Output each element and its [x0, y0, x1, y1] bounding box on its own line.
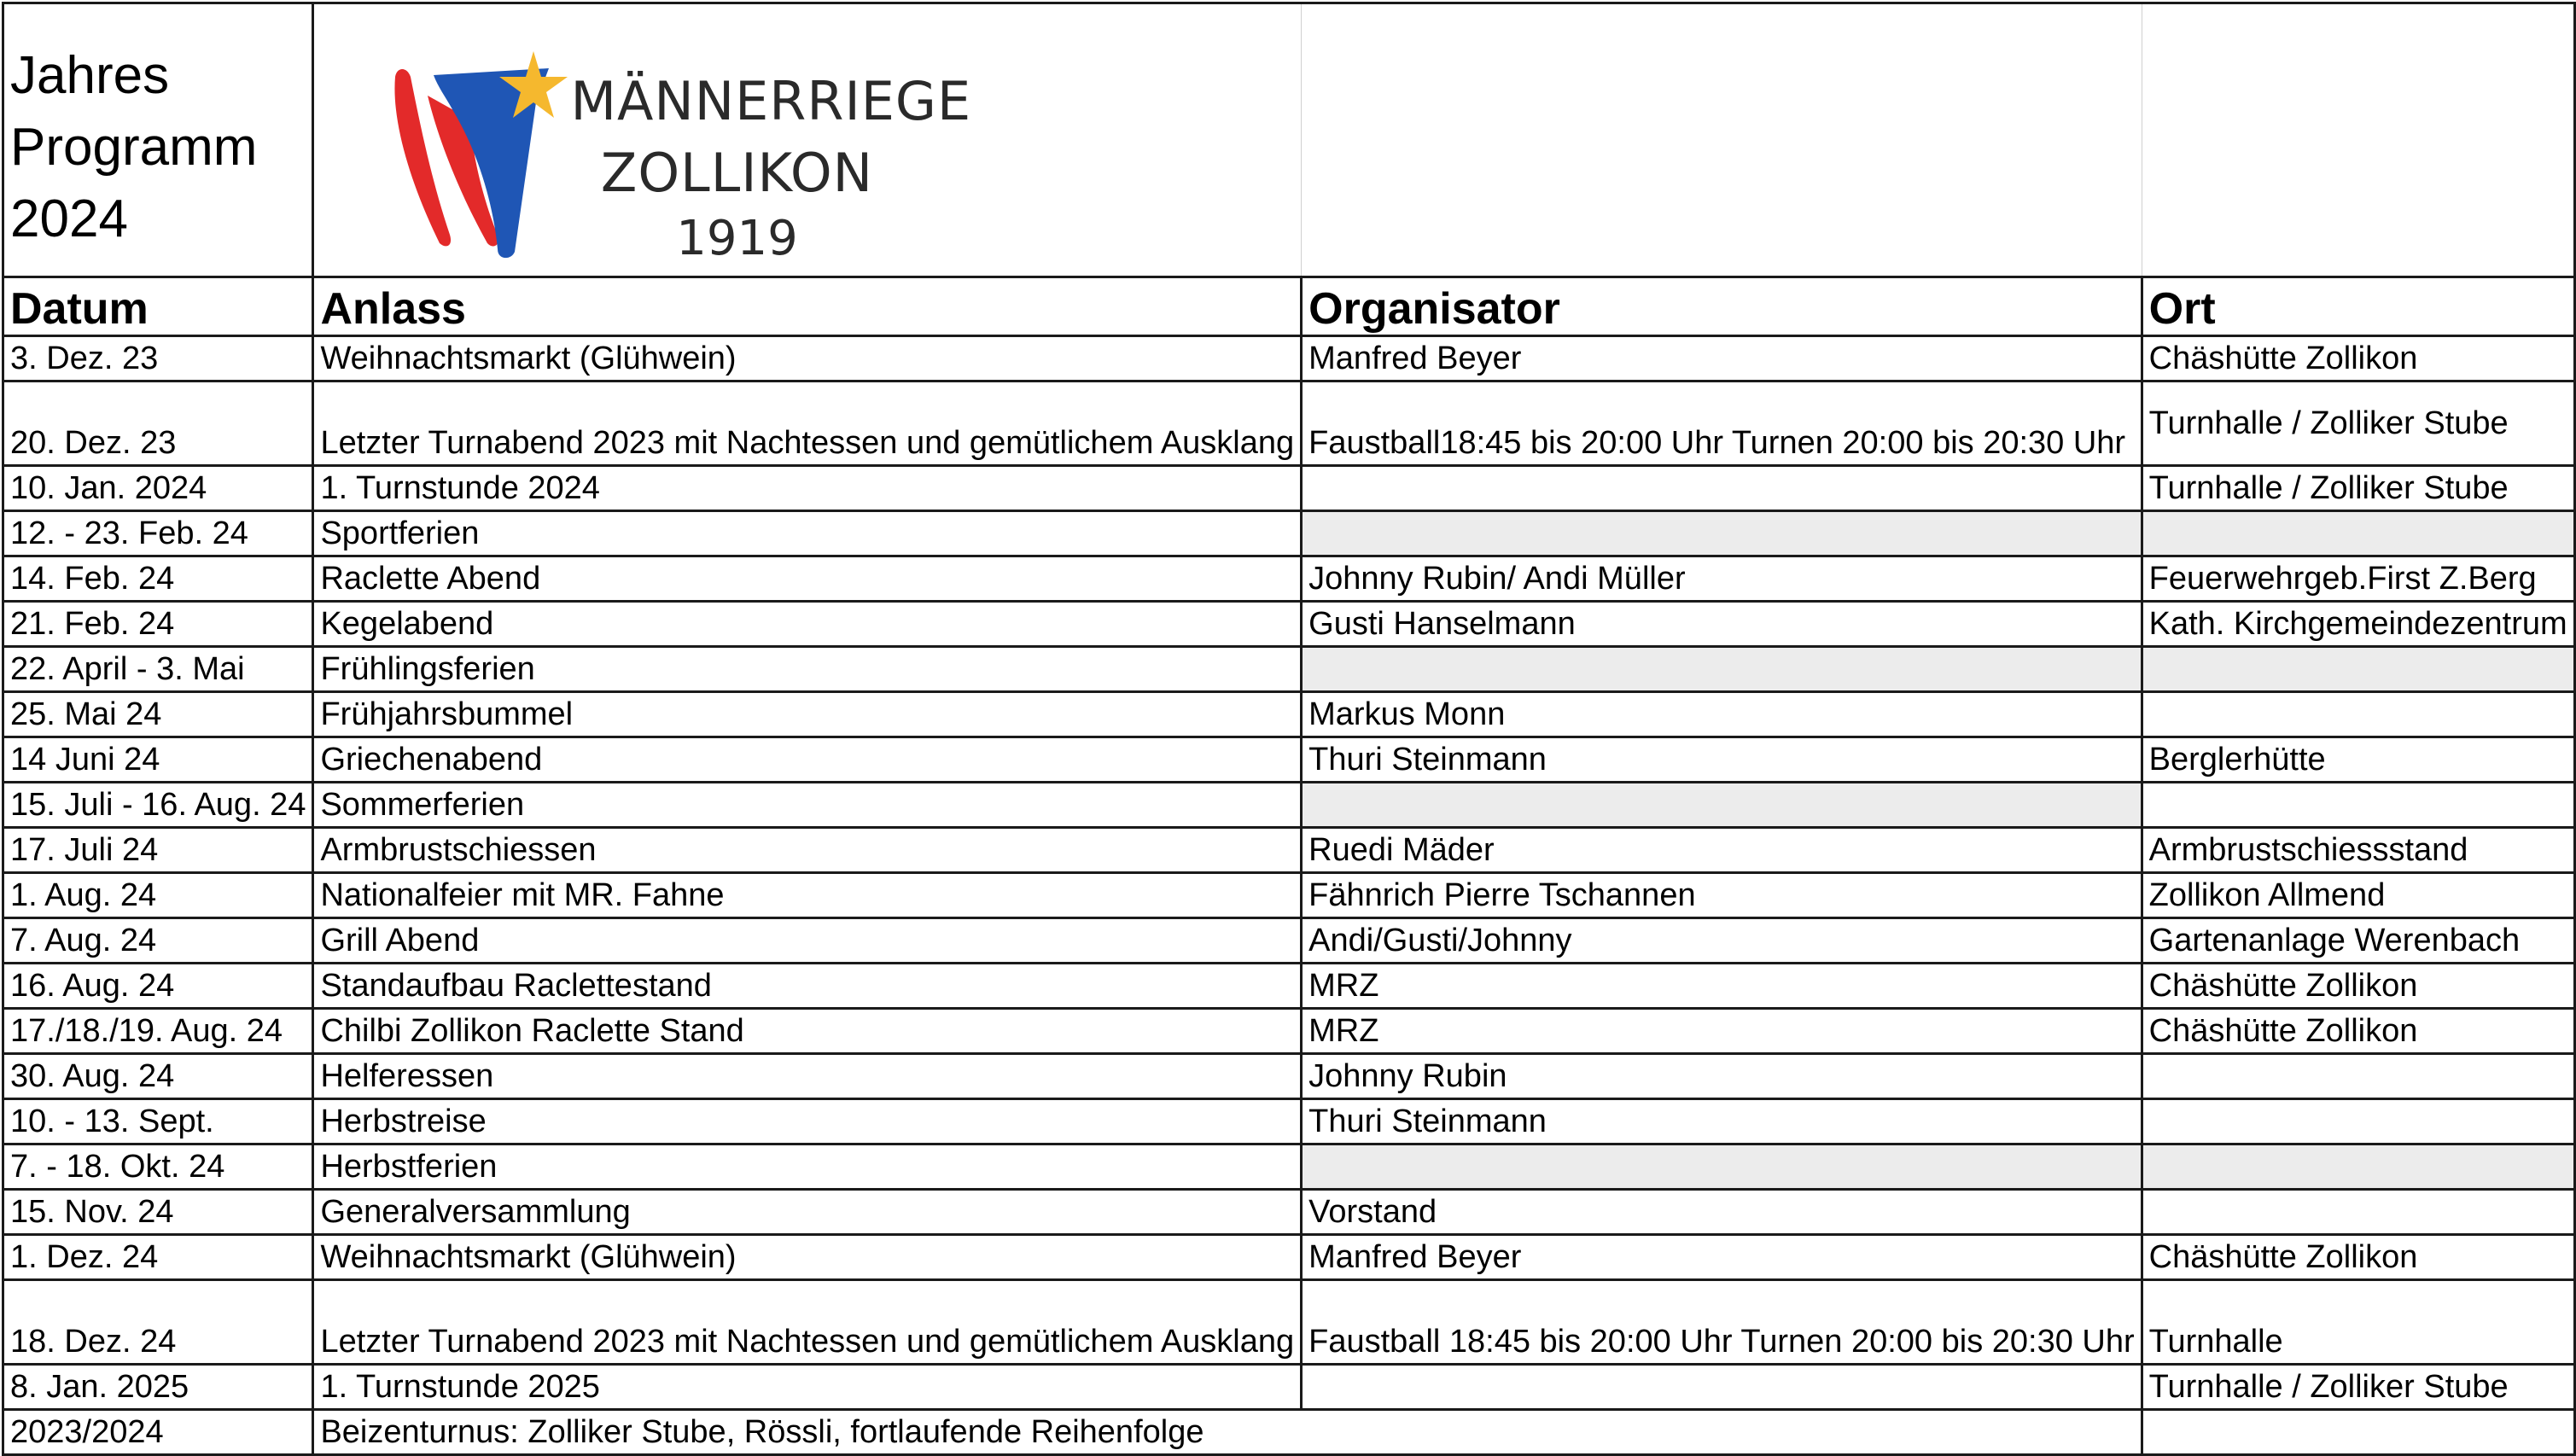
table-row — [3, 336, 2575, 381]
table-row — [3, 647, 2575, 692]
cell-ort — [2142, 1190, 2574, 1235]
cell-ort: Armbrustschiessstand — [2142, 828, 2574, 873]
cell-anlass: Helferessen — [313, 1054, 1302, 1099]
table-row — [3, 556, 2575, 602]
cell-datum: 14. Feb. 24 — [3, 556, 313, 602]
footer-row — [3, 1410, 2575, 1455]
title-empty-cell — [2142, 3, 2574, 277]
logo-cell — [313, 3, 1302, 277]
header-ort: Ort — [2142, 277, 2574, 336]
cell-datum: 14 Juni 24 — [3, 737, 313, 783]
footer-empty — [2142, 1410, 2574, 1455]
cell-anlass: Frühlingsferien — [313, 647, 1302, 692]
table-row — [3, 466, 2575, 511]
cell-anlass: 1. Turnstunde 2024 — [313, 466, 1302, 511]
title-cell — [3, 3, 313, 277]
title-row — [3, 3, 2575, 277]
cell-ort: Turnhalle — [2142, 1280, 2574, 1365]
cell-datum: 22. April - 3. Mai — [3, 647, 313, 692]
cell-ort: Berglerhütte — [2142, 737, 2574, 783]
cell-datum: 7. - 18. Okt. 24 — [3, 1144, 313, 1190]
cell-ort: Chäshütte Zollikon — [2142, 1235, 2574, 1280]
cell-anlass: Generalversammlung — [313, 1190, 1302, 1235]
cell-anlass: Nationalfeier mit MR. Fahne — [313, 873, 1302, 918]
cell-datum: 15. Nov. 24 — [3, 1190, 313, 1235]
table-row — [3, 1009, 2575, 1054]
footer-datum: 2023/2024 — [3, 1410, 313, 1455]
program-title: Jahres Programm 2024 — [10, 46, 258, 248]
cell-organisator: Markus Monn — [1302, 692, 2142, 737]
header-row — [3, 277, 2575, 336]
cell-organisator: Fähnrich Pierre Tschannen — [1302, 873, 2142, 918]
cell-ort — [2142, 1054, 2574, 1099]
cell-organisator: Manfred Beyer — [1302, 336, 2142, 381]
cell-datum: 12. - 23. Feb. 24 — [3, 511, 313, 556]
cell-ort — [2142, 1144, 2574, 1190]
table-row — [3, 1144, 2575, 1190]
cell-organisator: Manfred Beyer — [1302, 1235, 2142, 1280]
table-row — [3, 381, 2575, 466]
table-row — [3, 1365, 2575, 1410]
cell-datum: 8. Jan. 2025 — [3, 1365, 313, 1410]
cell-organisator: Johnny Rubin — [1302, 1054, 2142, 1099]
cell-anlass: Griechenabend — [313, 737, 1302, 783]
table-row — [3, 1054, 2575, 1099]
cell-datum: 25. Mai 24 — [3, 692, 313, 737]
cell-datum: 1. Aug. 24 — [3, 873, 313, 918]
cell-datum: 21. Feb. 24 — [3, 602, 313, 647]
cell-anlass: Frühjahrsbummel — [313, 692, 1302, 737]
cell-anlass: Letzter Turnabend 2023 mit Nachtessen und gemütlichem Ausklang — [313, 381, 1302, 466]
cell-anlass: Herbstferien — [313, 1144, 1302, 1190]
program-table — [2, 2, 2576, 1456]
cell-anlass: Grill Abend — [313, 918, 1302, 964]
table-row — [3, 783, 2575, 828]
cell-ort: Feuerwehrgeb.First Z.Berg — [2142, 556, 2574, 602]
header-anlass: Anlass — [313, 277, 1302, 336]
table-row — [3, 1280, 2575, 1365]
cell-anlass: Weihnachtsmarkt (Glühwein) — [313, 336, 1302, 381]
cell-anlass: Raclette Abend — [313, 556, 1302, 602]
cell-anlass: Armbrustschiessen — [313, 828, 1302, 873]
cell-ort: Turnhalle / Zolliker Stube — [2142, 381, 2574, 466]
cell-organisator — [1302, 1144, 2142, 1190]
table-row — [3, 692, 2575, 737]
cell-organisator: MRZ — [1302, 1009, 2142, 1054]
header-organisator: Organisator — [1302, 277, 2142, 336]
cell-datum: 3. Dez. 23 — [3, 336, 313, 381]
cell-organisator: MRZ — [1302, 964, 2142, 1009]
cell-organisator: Faustball18:45 bis 20:00 Uhr Turnen 20:00 bis 20:30 Uhr — [1302, 381, 2142, 466]
table-row — [3, 1190, 2575, 1235]
title-empty-cell — [1302, 3, 2142, 277]
cell-datum: 7. Aug. 24 — [3, 918, 313, 964]
table-row — [3, 1235, 2575, 1280]
cell-ort — [2142, 1099, 2574, 1144]
cell-ort: Turnhalle / Zolliker Stube — [2142, 466, 2574, 511]
table-row — [3, 964, 2575, 1009]
cell-organisator: Thuri Steinmann — [1302, 737, 2142, 783]
cell-ort: Chäshütte Zollikon — [2142, 964, 2574, 1009]
cell-organisator — [1302, 466, 2142, 511]
cell-organisator: Vorstand — [1302, 1190, 2142, 1235]
logo-line-3: 1919 — [676, 211, 798, 266]
event-rows — [3, 336, 2575, 1410]
cell-organisator: Andi/Gusti/Johnny — [1302, 918, 2142, 964]
table-row — [3, 828, 2575, 873]
cell-datum: 15. Juli - 16. Aug. 24 — [3, 783, 313, 828]
club-logo-icon — [387, 51, 583, 256]
logo-line-2: ZOLLIKON — [600, 142, 873, 204]
cell-organisator — [1302, 1365, 2142, 1410]
cell-ort — [2142, 647, 2574, 692]
cell-datum: 17./18./19. Aug. 24 — [3, 1009, 313, 1054]
cell-organisator — [1302, 783, 2142, 828]
cell-datum: 16. Aug. 24 — [3, 964, 313, 1009]
cell-datum: 18. Dez. 24 — [3, 1280, 313, 1365]
cell-anlass: Sommerferien — [313, 783, 1302, 828]
cell-organisator: Ruedi Mäder — [1302, 828, 2142, 873]
table-row — [3, 602, 2575, 647]
cell-ort: Chäshütte Zollikon — [2142, 336, 2574, 381]
cell-anlass: Herbstreise — [313, 1099, 1302, 1144]
table-row — [3, 873, 2575, 918]
cell-ort: Gartenanlage Werenbach — [2142, 918, 2574, 964]
cell-anlass: Weihnachtsmarkt (Glühwein) — [313, 1235, 1302, 1280]
cell-anlass: Letzter Turnabend 2023 mit Nachtessen und gemütlichem Ausklang — [313, 1280, 1302, 1365]
cell-datum: 10. Jan. 2024 — [3, 466, 313, 511]
cell-anlass: Kegelabend — [313, 602, 1302, 647]
cell-ort: Zollikon Allmend — [2142, 873, 2574, 918]
table-row — [3, 918, 2575, 964]
cell-datum: 10. - 13. Sept. — [3, 1099, 313, 1144]
cell-ort — [2142, 511, 2574, 556]
cell-anlass: Chilbi Zollikon Raclette Stand — [313, 1009, 1302, 1054]
cell-organisator — [1302, 511, 2142, 556]
cell-ort — [2142, 783, 2574, 828]
cell-datum: 30. Aug. 24 — [3, 1054, 313, 1099]
table-row — [3, 511, 2575, 556]
cell-anlass: 1. Turnstunde 2025 — [313, 1365, 1302, 1410]
cell-datum: 17. Juli 24 — [3, 828, 313, 873]
cell-organisator — [1302, 647, 2142, 692]
cell-ort: Chäshütte Zollikon — [2142, 1009, 2574, 1054]
header-datum: Datum — [3, 277, 313, 336]
cell-datum: 20. Dez. 23 — [3, 381, 313, 466]
table-row — [3, 737, 2575, 783]
cell-organisator: Johnny Rubin/ Andi Müller — [1302, 556, 2142, 602]
cell-organisator: Faustball 18:45 bis 20:00 Uhr Turnen 20:00 bis 20:30 Uhr — [1302, 1280, 2142, 1365]
cell-datum: 1. Dez. 24 — [3, 1235, 313, 1280]
cell-organisator: Gusti Hanselmann — [1302, 602, 2142, 647]
footer-text: Beizenturnus: Zolliker Stube, Rössli, fortlaufende Reihenfolge — [313, 1410, 2142, 1455]
cell-ort: Turnhalle / Zolliker Stube — [2142, 1365, 2574, 1410]
cell-organisator: Thuri Steinmann — [1302, 1099, 2142, 1144]
cell-ort — [2142, 692, 2574, 737]
logo-wordmark — [570, 66, 972, 269]
table-row — [3, 1099, 2575, 1144]
logo-line-1: MÄNNERRIEGE — [570, 70, 972, 132]
cell-ort: Kath. Kirchgemeindezentrum — [2142, 602, 2574, 647]
cell-anlass: Standaufbau Raclettestand — [313, 964, 1302, 1009]
cell-anlass: Sportferien — [313, 511, 1302, 556]
